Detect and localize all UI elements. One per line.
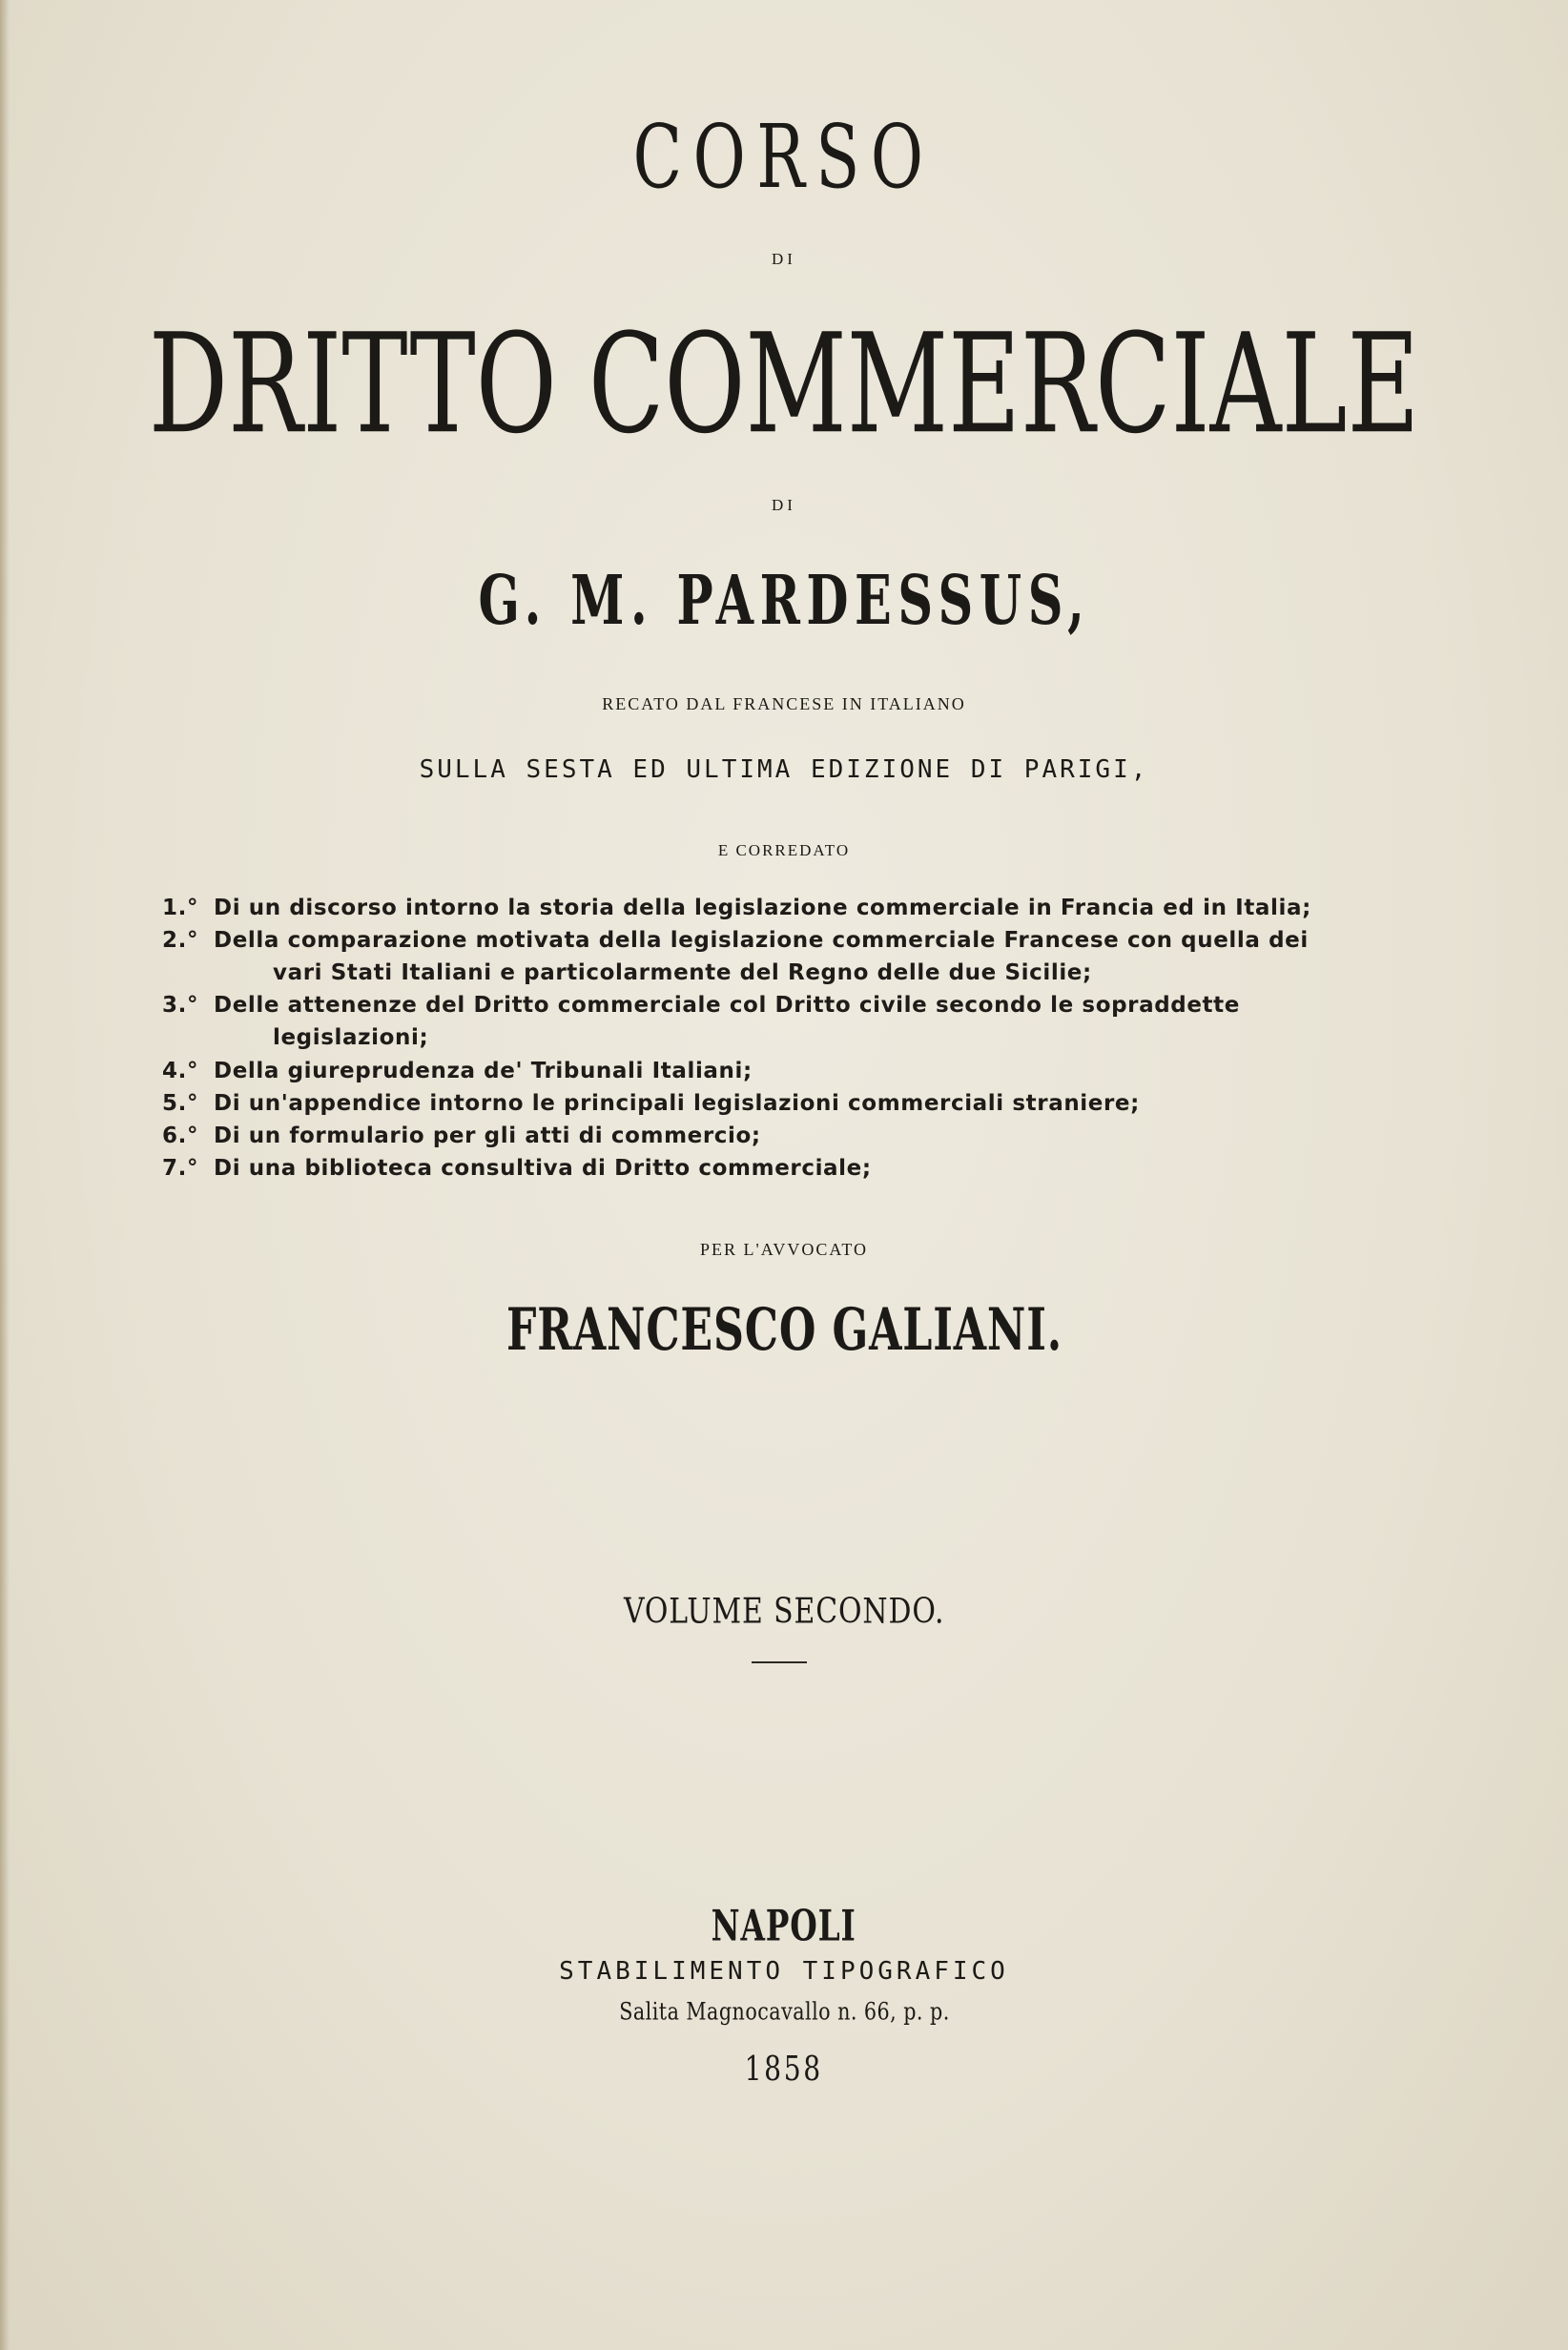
- translator: FRANCESCO GALIANI.: [505, 1295, 1063, 1364]
- translation-note-line: [0, 694, 1568, 714]
- contents-item: [162, 1087, 1402, 1120]
- address: Salita Magnocavallo n. 66, p. p.: [618, 1999, 950, 2027]
- title-main-line: [0, 303, 1568, 464]
- item-text: Delle attenenze del Dritto commerciale col Dritto civile secondo le sopraddette: [214, 993, 1240, 1018]
- item-text: vari Stati Italiani e particolarmente del Regno delle due Sicilie;: [273, 960, 1092, 985]
- item-text: Di un'appendice intorno le principali legislazioni commerciali straniere;: [214, 1091, 1140, 1116]
- contents-item: [162, 989, 1402, 1021]
- contents-intro-line: [0, 841, 1568, 860]
- contents-intro: E CORREDATO: [717, 841, 851, 859]
- connector-1-line: [0, 250, 1568, 269]
- contents-item: [162, 892, 1402, 924]
- connector-2-line: [0, 496, 1568, 515]
- translator-intro-line: [0, 1240, 1568, 1260]
- item-text: Della comparazione motivata della legislazione commerciale Francese con quella dei: [214, 928, 1309, 953]
- item-text: Di un discorso intorno la storia della legislazione commerciale in Francia ed in Italia;: [214, 896, 1311, 920]
- contents-item-continued: [273, 1021, 1513, 1054]
- item-number: 5.°: [162, 1091, 199, 1116]
- volume: VOLUME SECONDO.: [623, 1591, 945, 1633]
- edition-note-line: [0, 755, 1568, 784]
- contents-item: [162, 1055, 1402, 1087]
- author-line: [0, 561, 1568, 641]
- year-line: [0, 2049, 1568, 2089]
- item-text: Della giureprudenza de' Tribunali Italiani;: [214, 1059, 753, 1083]
- item-number: 2.°: [162, 928, 199, 953]
- item-text: legislazioni;: [273, 1025, 429, 1050]
- contents-item-continued: [273, 957, 1513, 989]
- item-number: 7.°: [162, 1156, 199, 1181]
- title-main: DRITTO COMMERCIALE: [148, 303, 1420, 464]
- translator-intro: PER L'AVVOCATO: [699, 1240, 869, 1259]
- volume-rule: [752, 1661, 807, 1663]
- city-line: [0, 1901, 1568, 1951]
- title-top: CORSO: [633, 107, 935, 209]
- item-number: 6.°: [162, 1123, 199, 1148]
- item-number: 4.°: [162, 1059, 199, 1083]
- translation-note: RECATO DAL FRANCESE IN ITALIANO: [602, 694, 966, 713]
- contents-item: [162, 1120, 1402, 1152]
- edition-note: SULLA SESTA ED ULTIMA EDIZIONE DI PARIGI,: [419, 755, 1149, 784]
- author: G. M. PARDESSUS,: [478, 561, 1090, 641]
- item-text: Di una biblioteca consultiva di Dritto commerciale;: [214, 1156, 872, 1181]
- volume-line: [0, 1591, 1568, 1633]
- printer-line: [0, 1957, 1568, 1986]
- contents-item: [162, 1152, 1402, 1185]
- translator-line: [0, 1295, 1568, 1364]
- connector-2: DI: [772, 496, 796, 514]
- item-number: 3.°: [162, 993, 199, 1018]
- printer: STABILIMENTO TIPOGRAFICO: [559, 1957, 1009, 1986]
- address-line: [0, 1999, 1568, 2027]
- connector-1: DI: [772, 250, 796, 268]
- contents-item: [162, 924, 1402, 957]
- title-top-line: [0, 107, 1568, 209]
- year: 1858: [744, 2049, 824, 2089]
- city: NAPOLI: [711, 1901, 856, 1951]
- item-number: 1.°: [162, 896, 199, 920]
- item-text: Di un formulario per gli atti di commercio;: [214, 1123, 761, 1148]
